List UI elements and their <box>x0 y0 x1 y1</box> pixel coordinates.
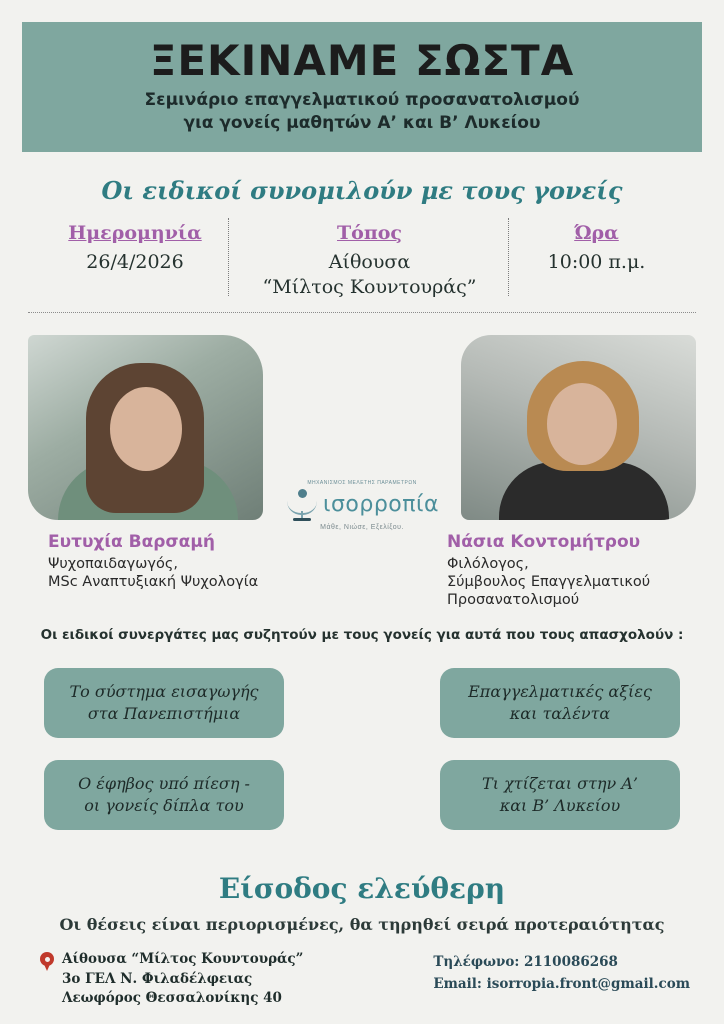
topic-card <box>44 668 284 738</box>
speaker-photo-right <box>461 335 696 520</box>
header-subtitle-line1: Σεμινάριο επαγγελματικού προσανατολισμού <box>144 90 580 111</box>
footer-address <box>40 950 303 1009</box>
speaker-left-name: Ευτυχία Βαρσαμή <box>48 532 215 552</box>
footer-address-line3: Λεωφόρος Θεσσαλονίκης 40 <box>62 990 282 1007</box>
topics-grid <box>44 668 680 830</box>
header-subtitle <box>145 89 580 135</box>
footer-contact <box>433 950 690 1009</box>
organization-logo <box>272 480 452 531</box>
footer-email[interactable]: Email: isorropia.front@gmail.com <box>433 975 690 992</box>
balance-scale-icon <box>285 487 319 521</box>
divider-horizontal-1 <box>28 312 696 313</box>
footer-address-line2: 3ο ΓΕΛ Ν. Φιλαδέλφειας <box>62 970 253 987</box>
logo-wordmark: ισορροπία <box>323 491 439 517</box>
info-date-value: 26/4/2026 <box>86 251 184 273</box>
info-place-value-line1: Αίθουσα <box>328 251 411 273</box>
topics-lead: Οι ειδικοί συνεργάτες μας συζητούν με τους γονείς για αυτά που τους απασχολούν : <box>40 627 684 643</box>
footer-phone: Τηλέφωνο: 2110086268 <box>433 954 618 970</box>
topic-card-line2: και ταλέντα <box>509 704 611 723</box>
free-entry-heading: Είσοδος ελεύθερη <box>218 872 506 905</box>
info-place-label: Τόπος <box>337 222 402 244</box>
topic-card-line2: οι γονείς δίπλα του <box>84 796 244 815</box>
topic-card-line2: και Β’ Λυκείου <box>499 796 621 815</box>
topic-card <box>440 668 680 738</box>
header-subtitle-line2: για γονείς μαθητών Α’ και Β’ Λυκείου <box>183 113 541 134</box>
topic-card-line1: Επαγγελματικές αξίες <box>468 682 652 702</box>
divider-vertical-1 <box>228 218 229 296</box>
speaker-right-name: Νάσια Κοντομήτρου <box>447 532 641 552</box>
topic-card-line1: Το σύστημα εισαγωγής <box>69 682 259 702</box>
divider-vertical-2 <box>508 218 509 296</box>
speaker-photo-right-face <box>547 383 617 465</box>
logo-main <box>272 487 452 521</box>
footer <box>40 950 690 1009</box>
speaker-right-role-line1: Φιλόλογος, <box>447 556 529 572</box>
event-info <box>40 222 684 299</box>
topic-card <box>44 760 284 830</box>
footer-address-lines <box>62 950 303 1009</box>
info-date-label: Ημερομηνία <box>68 222 202 244</box>
topic-card <box>440 760 680 830</box>
speaker-left-role-line2: MSc Αναπτυξιακή Ψυχολογία <box>48 574 259 591</box>
topic-card-line1: Τι χτίζεται στην Α’ <box>482 774 638 794</box>
info-place <box>245 222 495 299</box>
info-place-value-line2: “Μίλτος Κουντουράς” <box>262 275 477 298</box>
info-time-label: Ώρα <box>574 222 619 244</box>
topic-card-line1: Ο έφηβος υπό πίεση - <box>78 774 250 794</box>
header-band <box>22 22 702 152</box>
speaker-photo-left <box>28 335 263 520</box>
speaker-photo-left-face <box>110 387 182 471</box>
tagline: Οι ειδικοί συνομιλούν με τους γονείς <box>101 176 623 205</box>
info-time <box>509 222 684 275</box>
speaker-right <box>447 532 697 609</box>
speaker-left-role-line1: Ψυχοπαιδαγωγός, <box>48 556 178 572</box>
footer-address-line1: Αίθουσα “Μίλτος Κουντουράς” <box>62 951 304 967</box>
page-title: ΞΕΚΙΝΑΜΕ ΣΩΣΤΑ <box>149 36 575 86</box>
info-time-value: 10:00 π.μ. <box>547 251 646 273</box>
logo-top-text: ΜΗΧΑΝΙΣΜΟΣ ΜΕΛΕΤΗΣ ΠΑΡΑΜΕΤΡΩΝ <box>307 480 417 486</box>
logo-tagline: Μάθε, Νιώσε, Εξελίξου. <box>320 524 404 531</box>
info-date <box>40 222 230 275</box>
speaker-right-role-line3: Προσανατολισμού <box>447 592 580 609</box>
location-pin-icon <box>40 952 54 972</box>
speaker-right-role-line2: Σύμβουλος Επαγγελματικού <box>447 574 651 591</box>
limited-seats-note: Οι θέσεις είναι περιορισμένες, θα τηρηθεί σειρά προτεραιότητας <box>59 915 665 934</box>
topic-card-line2: στα Πανεπιστήμια <box>87 704 241 723</box>
speaker-left <box>48 532 263 591</box>
